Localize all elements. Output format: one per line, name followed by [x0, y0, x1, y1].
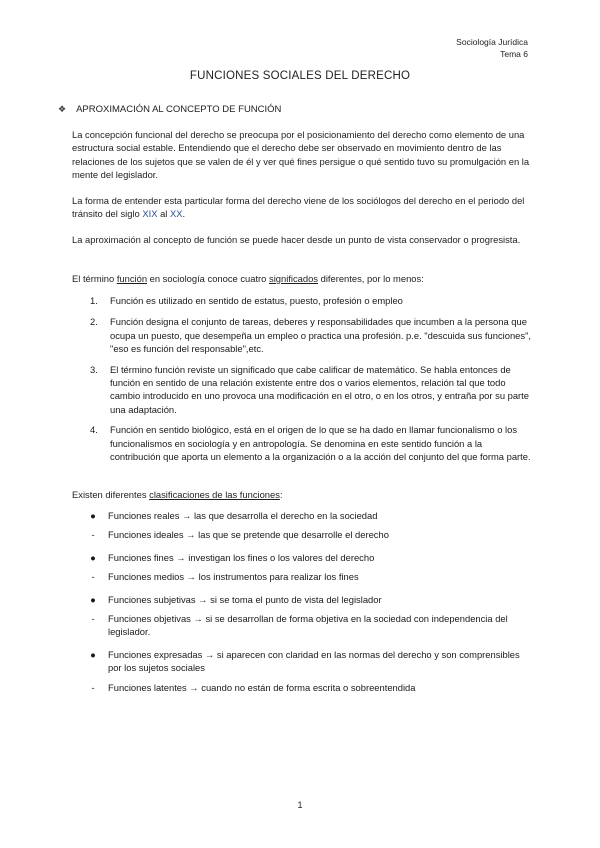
list-item-text: Funciones ideales → las que se pretende que desarrolle el derecho: [108, 529, 389, 541]
clasificaciones-intro-a: Existen diferentes: [72, 489, 150, 500]
paragraph-origen-text-b: al: [157, 208, 170, 220]
list-item: [72, 551, 532, 564]
list-item: [72, 423, 532, 463]
list-item-text: Funciones expresadas → si aparecen con claridad en las normas del derecho y son comprensibles por los sujetos sociales: [108, 648, 520, 674]
list-item-number: 1.: [90, 295, 98, 306]
bullet-dash-icon: -: [91, 529, 95, 541]
clasificaciones-intro-b: :: [279, 489, 283, 500]
page-number: 1: [297, 800, 303, 810]
bullet-dot-icon: ●: [90, 593, 96, 605]
paragraph-termino-text-c: diferentes, por lo menos:: [318, 273, 424, 284]
term-funcion: función: [116, 273, 148, 284]
bullet-dot-icon: ●: [90, 551, 96, 563]
header-topic: Tema 6: [500, 49, 528, 59]
bullet-dash-icon: -: [91, 681, 95, 693]
list-item-text: Función es utilizado en sentido de estatus, puesto, profesión o empleo: [110, 295, 403, 306]
list-item-number: 4.: [90, 424, 98, 436]
list-item-text: Funciones latentes → cuando no están de forma escrita o sobreentendida: [108, 681, 416, 693]
list-item-text: Funciones fines → investigan los fines o los valores del derecho: [108, 551, 375, 563]
century-xx: XX: [170, 208, 183, 220]
paragraph-clasificaciones: [72, 488, 532, 501]
bullet-dash-icon: -: [91, 613, 95, 625]
section-heading-text: APROXIMACIÓN AL CONCEPTO DE FUNCIÓN: [76, 104, 282, 115]
classifications-list: [72, 509, 532, 694]
paragraph-termino: [72, 272, 532, 285]
paragraph-origen-text-a: La forma de entender esta particular forma del derecho viene de los sociólogos del derecho en el periodo del tránsito del siglo: [72, 195, 525, 220]
bullet-dash-icon: -: [91, 571, 95, 583]
list-item: [72, 315, 532, 355]
paragraph-concepcion: La concepción funcional del derecho se preocupa por el posicionamiento del derecho como elemento de una estructura social estable. Entendiendo que el derecho debe ser observado en movimiento dentro de las relaciones de los sujetos que se valen de él y ver qué fines persigue o qué sentido tuvo su promulgación en la mente del legislador.: [72, 129, 530, 181]
list-item-text: Funciones medios → los instrumentos para realizar los fines: [108, 571, 359, 583]
paragraph-termino-text-a: El término: [72, 273, 117, 284]
list-item: [72, 294, 532, 307]
page-header: [456, 36, 528, 60]
term-significados: significados: [269, 273, 318, 284]
paragraph-origen: [72, 194, 532, 221]
clasificaciones-underlined: clasificaciones de las funciones: [149, 489, 280, 500]
list-item: [72, 612, 532, 639]
list-item: [72, 593, 532, 606]
list-item-number: 3.: [90, 363, 98, 375]
list-item-text: Función designa el conjunto de tareas, deberes y responsabilidades que incumben a la persona que ocupa un puesto, que desempeña un empleo o practica una profesión. p.e. "descuida sus funciones", "eso es función del responsable",etc.: [110, 316, 532, 355]
diamond-bullet-icon: ❖: [58, 104, 67, 114]
bullet-dot-icon: ●: [90, 510, 96, 521]
header-subject: Sociología Jurídica: [456, 37, 528, 47]
list-item-number: 2.: [90, 316, 98, 328]
list-item-text: Funciones objetivas → si se desarrollan de forma objetiva en la sociedad con independencia del legislador.: [108, 613, 508, 638]
paragraph-origen-text-c: .: [182, 208, 186, 220]
list-item-text: Función en sentido biológico, está en el origen de lo que se ha dado en llamar funcionalismo o los funcionalismos en sociología y en antropología. Se denomina en este sentido función a la contribución que aporta un elemento a la organización o a la acción del conjunto del que forma parte.: [110, 424, 531, 463]
list-item-text: El término función reviste un significado que cabe calificar de matemático. Se habla entonces de función en sentido de una relación existente entre dos o varios elementos, relación tal que todo cambio introducido en uno provoca una modificación en el otro, o en los otros, y entraña por su parte una adaptación.: [110, 363, 530, 415]
list-item: [72, 528, 532, 541]
list-item: [72, 681, 532, 694]
list-item-text: Funciones reales → las que desarrolla el derecho en la sociedad: [108, 510, 378, 521]
paragraph-termino-text-b: en sociología conoce cuatro: [147, 273, 269, 284]
section-heading: [58, 104, 281, 115]
paragraph-aproximacion: La aproximación al concepto de función se puede hacer desde un punto de vista conservador o progresista.: [72, 234, 521, 245]
list-item: [72, 570, 532, 583]
century-xix: XIX: [142, 208, 158, 220]
bullet-dot-icon: ●: [90, 648, 96, 660]
list-item-text: Funciones subjetivas → si se toma el punto de vista del legislador: [108, 593, 382, 605]
list-item: [72, 648, 532, 675]
list-item: [72, 363, 532, 417]
list-item: [72, 509, 532, 522]
document-title: FUNCIONES SOCIALES DEL DERECHO: [189, 70, 411, 82]
meanings-list: [72, 294, 532, 463]
